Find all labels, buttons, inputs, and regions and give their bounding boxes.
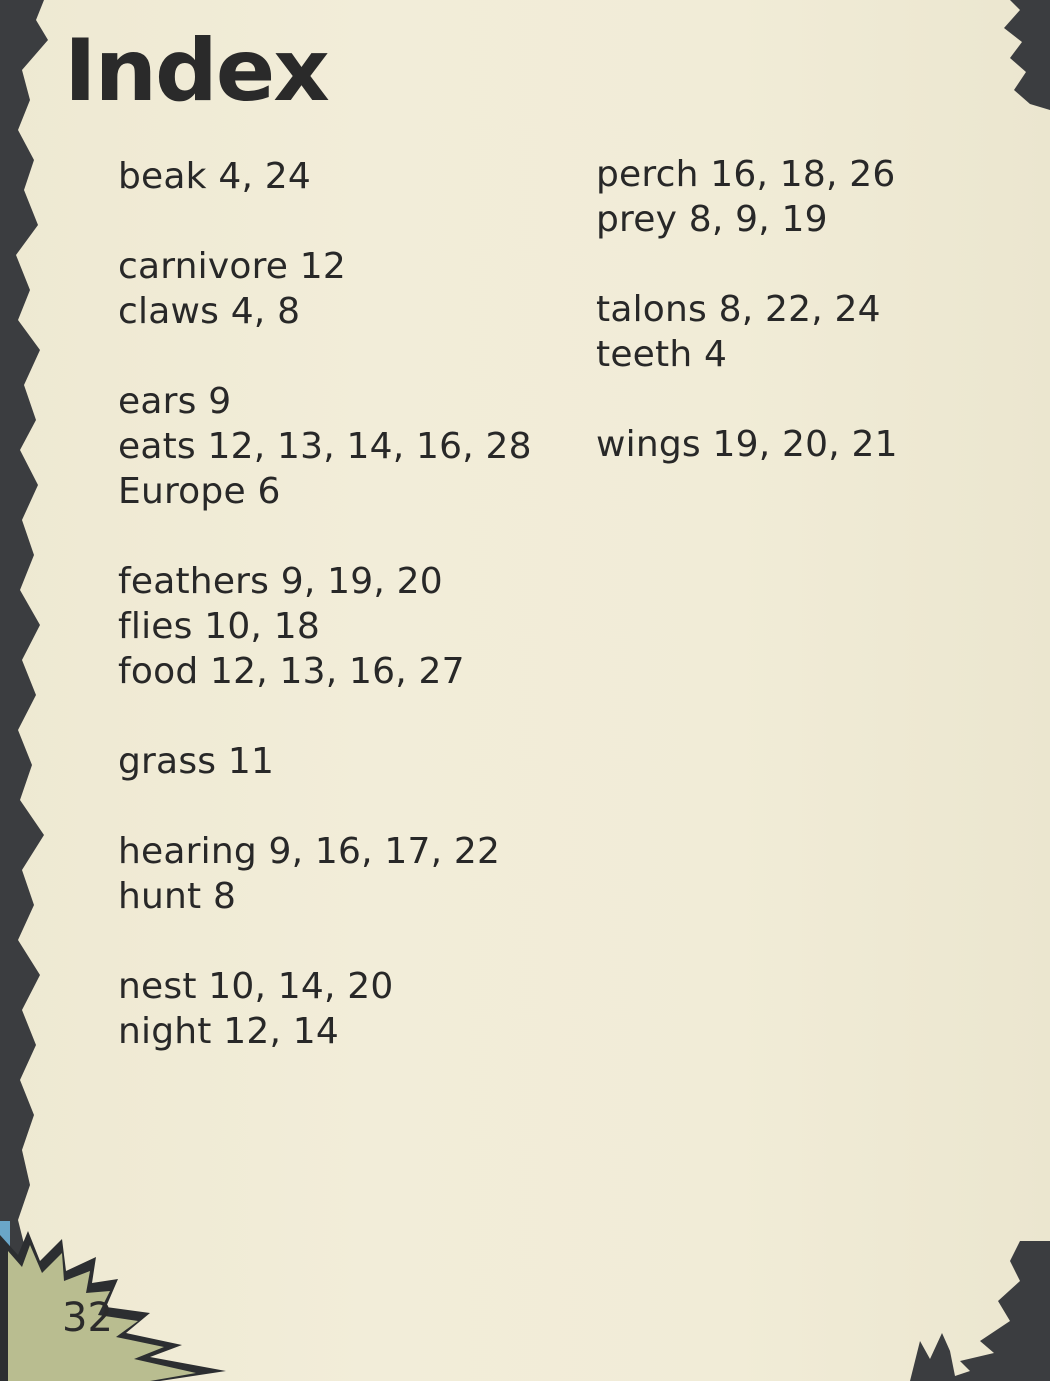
index-group	[118, 739, 558, 784]
index-entry: perch 16, 18, 26	[596, 154, 896, 195]
index-group	[596, 287, 996, 377]
index-entry: night 12, 14	[118, 1011, 339, 1052]
index-entry: talons 8, 22, 24	[596, 289, 881, 330]
index-group	[118, 964, 558, 1054]
index-group	[118, 154, 558, 199]
corner-starburst	[0, 1221, 230, 1381]
index-entry: hunt 8	[118, 876, 237, 917]
index-group	[596, 422, 996, 467]
index-group	[118, 379, 558, 514]
index-entry: carnivore 12	[118, 246, 346, 287]
index-column-right	[596, 152, 996, 512]
index-entry: ears 9	[118, 381, 232, 422]
index-group	[118, 244, 558, 334]
index-entry: feathers 9, 19, 20	[118, 561, 443, 602]
index-entry: teeth 4	[596, 334, 728, 375]
index-group	[596, 152, 996, 242]
torn-edge-left	[0, 0, 70, 1381]
index-entry: beak 4, 24	[118, 156, 311, 197]
index-entry: claws 4, 8	[118, 291, 301, 332]
index-entry: grass 11	[118, 741, 275, 782]
page-number: 32	[62, 1295, 113, 1341]
index-group	[118, 559, 558, 694]
page-title: Index	[64, 21, 328, 121]
index-entry: food 12, 13, 16, 27	[118, 651, 465, 692]
index-entry: Europe 6	[118, 471, 281, 512]
index-entry: flies 10, 18	[118, 606, 320, 647]
index-entry: hearing 9, 16, 17, 22	[118, 831, 501, 872]
index-entry: prey 8, 9, 19	[596, 199, 828, 240]
torn-edge-right-top	[990, 0, 1050, 110]
index-entry: nest 10, 14, 20	[118, 966, 394, 1007]
index-group	[118, 829, 558, 919]
index-entry: wings 19, 20, 21	[596, 424, 898, 465]
index-column-left	[118, 154, 558, 1099]
torn-edge-right-bottom	[870, 1241, 1050, 1381]
index-entry: eats 12, 13, 14, 16, 28	[118, 426, 532, 467]
